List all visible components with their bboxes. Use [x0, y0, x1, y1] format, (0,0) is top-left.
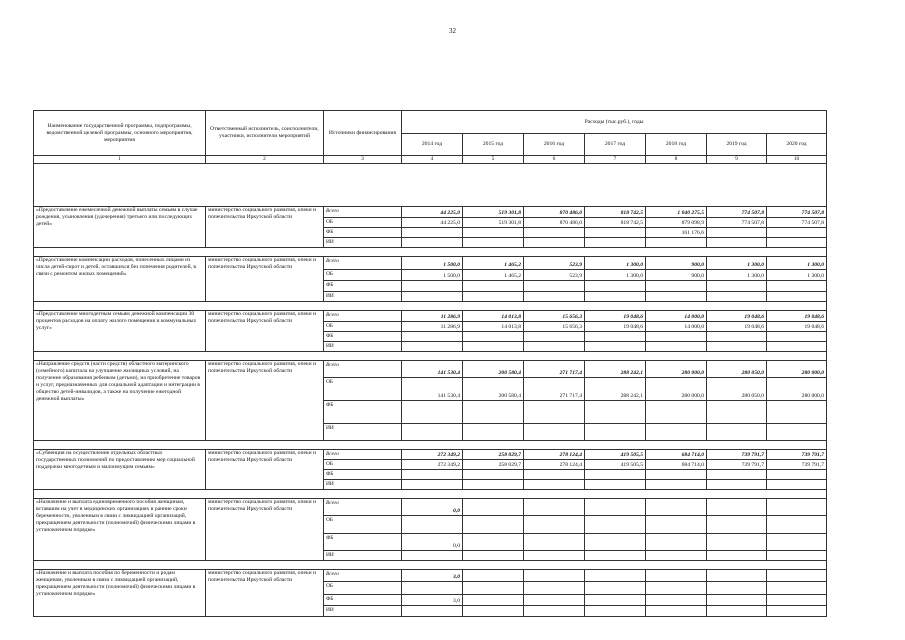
column-number: 9: [707, 156, 767, 164]
value-cell: [463, 499, 524, 516]
value-cell: [524, 281, 585, 292]
value-cell: [402, 470, 463, 480]
source-label-cell: ФБ: [324, 228, 402, 238]
source-label-cell: ФБ: [324, 534, 402, 551]
value-cell: [707, 534, 767, 551]
source-label-cell: ОБ: [324, 582, 402, 595]
value-cell: [402, 480, 463, 490]
value-cell: [707, 281, 767, 292]
value-cell: [767, 480, 827, 490]
value-cell: [463, 342, 524, 352]
value-cell: 280 050,0: [707, 378, 767, 401]
value-cell: [707, 292, 767, 302]
header-executor: Ответственный исполнитель, соисполнители, участники, исполнители мероприятий: [206, 111, 324, 156]
value-cell: 684 714,0: [646, 460, 707, 470]
spacer-cell: [34, 352, 827, 361]
source-label-cell: ФБ: [324, 281, 402, 292]
value-cell: 19 048,6: [767, 322, 827, 332]
program-name-cell: «Назначение и выплата пособия по беременности и родам женщинам, уволенным в связи с ликвидацией организаций, прекращением деятельности (полномочий) физическими лицами в установленном порядке»: [34, 570, 206, 617]
table-row: [34, 311, 827, 322]
value-cell: [585, 228, 646, 238]
source-label-cell: ИИ: [324, 606, 402, 617]
value-cell: 419 505,5: [585, 450, 646, 460]
table-row: [34, 257, 827, 270]
value-cell: 288 242,1: [585, 378, 646, 401]
table-row: [34, 361, 827, 378]
source-label-cell: ФБ: [324, 401, 402, 424]
column-number: 5: [463, 156, 524, 164]
header-year: 2020 год: [767, 134, 827, 156]
value-cell: [463, 292, 524, 302]
value-cell: 280 000,0: [646, 361, 707, 378]
value-cell: 523,9: [524, 270, 585, 281]
value-cell: [767, 499, 827, 516]
value-cell: 774 507,8: [707, 207, 767, 218]
value-cell: 141 530,4: [402, 378, 463, 401]
value-cell: 739 791,7: [767, 450, 827, 460]
spacer-row: [34, 352, 827, 361]
value-cell: [463, 582, 524, 595]
source-label-cell: Всего: [324, 450, 402, 460]
source-label-cell: ОБ: [324, 460, 402, 470]
column-number: 6: [524, 156, 585, 164]
value-cell: [524, 292, 585, 302]
value-cell: 19 048,6: [707, 322, 767, 332]
value-cell: [767, 551, 827, 561]
executor-cell: министерство социального развития, опеки и попечительства Иркутской области: [206, 311, 324, 352]
column-number: 4: [402, 156, 463, 164]
spacer-cell: [34, 164, 827, 207]
value-cell: [707, 342, 767, 352]
value-cell: [707, 401, 767, 424]
value-cell: 0,0: [402, 499, 463, 516]
executor-cell: министерство социального развития, опеки и попечительства Иркутской области: [206, 570, 324, 617]
value-cell: 900,0: [646, 257, 707, 270]
value-cell: [707, 424, 767, 441]
header-year: 2014 год: [402, 134, 463, 156]
value-cell: 258 029,7: [463, 450, 524, 460]
value-cell: 200 580,4: [463, 361, 524, 378]
value-cell: [585, 606, 646, 617]
spacer-cell: [34, 561, 827, 570]
value-cell: [463, 424, 524, 441]
source-label-cell: Всего: [324, 499, 402, 516]
value-cell: [767, 516, 827, 534]
value-cell: [524, 424, 585, 441]
value-cell: [402, 401, 463, 424]
value-cell: [707, 570, 767, 582]
value-cell: [463, 238, 524, 248]
value-cell: [524, 401, 585, 424]
value-cell: 280 000,0: [767, 378, 827, 401]
page-number: 32: [449, 27, 456, 35]
value-cell: [463, 332, 524, 342]
source-label-cell: ОБ: [324, 270, 402, 281]
value-cell: 870 486,0: [524, 218, 585, 228]
source-label-cell: ФБ: [324, 332, 402, 342]
value-cell: [646, 480, 707, 490]
value-cell: 19 048,6: [767, 311, 827, 322]
value-cell: 818 742,5: [585, 218, 646, 228]
value-cell: [767, 595, 827, 606]
value-cell: [767, 606, 827, 617]
spacer-cell: [34, 248, 827, 257]
value-cell: [463, 595, 524, 606]
value-cell: 1 300,0: [767, 270, 827, 281]
value-cell: [402, 292, 463, 302]
source-label-cell: ОБ: [324, 378, 402, 401]
executor-cell: министерство социального развития, опеки и попечительства Иркутской области: [206, 450, 324, 490]
spacer-row: [34, 302, 827, 311]
value-cell: 774 507,8: [767, 207, 827, 218]
executor-cell: министерство социального развития, опеки и попечительства Иркутской области: [206, 207, 324, 248]
source-label-cell: ИИ: [324, 480, 402, 490]
value-cell: 15 656,3: [524, 322, 585, 332]
value-cell: 1 300,0: [707, 270, 767, 281]
value-cell: [585, 480, 646, 490]
value-cell: 141 530,4: [402, 361, 463, 378]
value-cell: 19 048,6: [585, 322, 646, 332]
spacer-row: [34, 490, 827, 499]
value-cell: [585, 582, 646, 595]
source-label-cell: ФБ: [324, 470, 402, 480]
value-cell: [524, 332, 585, 342]
header-year: 2018 год: [646, 134, 707, 156]
value-cell: [707, 606, 767, 617]
value-cell: 419 505,5: [585, 460, 646, 470]
value-cell: [524, 595, 585, 606]
value-cell: 200 580,4: [463, 378, 524, 401]
value-cell: 11 286,9: [402, 311, 463, 322]
header-year: 2017 год: [585, 134, 646, 156]
value-cell: 271 717,4: [524, 378, 585, 401]
source-label-cell: ИИ: [324, 424, 402, 441]
value-cell: [402, 281, 463, 292]
value-cell: [646, 281, 707, 292]
value-cell: [524, 570, 585, 582]
value-cell: 523,9: [524, 257, 585, 270]
value-cell: [767, 292, 827, 302]
value-cell: 272 349,2: [402, 450, 463, 460]
header-program: Наименование государственной программы, подпрограммы, ведомственной целевой программы, основного мероприятия, мероприятия: [34, 111, 206, 156]
value-cell: [707, 480, 767, 490]
value-cell: 1 300,0: [585, 257, 646, 270]
value-cell: 278 124,4: [524, 460, 585, 470]
program-name-cell: «Субвенция на осуществление отдельных областных государственных полномочий по предоставлению мер социальной поддержки многодетным и малоимущим семьям»: [34, 450, 206, 490]
value-cell: [585, 551, 646, 561]
value-cell: 818 742,5: [585, 207, 646, 218]
value-cell: [646, 332, 707, 342]
executor-cell: министерство социального развития, опеки и попечительства Иркутской области: [206, 361, 324, 441]
value-cell: [646, 499, 707, 516]
column-number: 10: [767, 156, 827, 164]
executor-cell: министерство социального развития, опеки и попечительства Иркутской области: [206, 257, 324, 302]
value-cell: [767, 342, 827, 352]
column-number: 3: [324, 156, 402, 164]
value-cell: 1 300,0: [585, 270, 646, 281]
value-cell: 272 349,2: [402, 460, 463, 470]
value-cell: [767, 470, 827, 480]
value-cell: 774 507,8: [767, 218, 827, 228]
value-cell: 258 029,7: [463, 460, 524, 470]
value-cell: [402, 606, 463, 617]
spacer-row: [34, 248, 827, 257]
value-cell: [463, 401, 524, 424]
value-cell: [646, 606, 707, 617]
spacer-cell: [34, 302, 827, 311]
value-cell: [524, 342, 585, 352]
value-cell: 280 050,0: [707, 361, 767, 378]
value-cell: 1 300,0: [767, 257, 827, 270]
column-number: 8: [646, 156, 707, 164]
value-cell: 519 301,8: [463, 207, 524, 218]
value-cell: [585, 401, 646, 424]
value-cell: [524, 470, 585, 480]
value-cell: 1 040 275,5: [646, 207, 707, 218]
value-cell: [524, 534, 585, 551]
value-cell: [524, 499, 585, 516]
value-cell: 0,0: [402, 534, 463, 551]
program-name-cell: «Направление средств (части средств) областного материнского (семейного) капитала на улучшение жилищных условий, на получение образования ребенком (детьми), на приобретение товаров и услуг, предназначенных для социальной адаптации и интеграции в общество детей-инвалидов, а также на получение ежегодной денежной выплаты»: [34, 361, 206, 441]
value-cell: [585, 332, 646, 342]
source-label-cell: ИИ: [324, 342, 402, 352]
value-cell: [646, 292, 707, 302]
value-cell: [646, 401, 707, 424]
source-label-cell: ОБ: [324, 322, 402, 332]
value-cell: [707, 228, 767, 238]
budget-table: [33, 110, 827, 617]
value-cell: [646, 424, 707, 441]
source-label-cell: ОБ: [324, 218, 402, 228]
source-label-cell: Всего: [324, 570, 402, 582]
value-cell: [646, 342, 707, 352]
value-cell: 1 465,2: [463, 257, 524, 270]
source-label-cell: ФБ: [324, 595, 402, 606]
value-cell: [767, 332, 827, 342]
value-cell: 44 225,0: [402, 218, 463, 228]
value-cell: [707, 499, 767, 516]
value-cell: [707, 595, 767, 606]
value-cell: 19 048,6: [585, 311, 646, 322]
value-cell: [585, 424, 646, 441]
value-cell: [585, 281, 646, 292]
value-cell: 1 465,2: [463, 270, 524, 281]
value-cell: [524, 238, 585, 248]
spacer-row: [34, 164, 827, 207]
program-name-cell: «Предоставление многодетным семьям денежной компенсации 30 процентов расходов на оплату жилого помещения и коммунальных услуг»: [34, 311, 206, 352]
table-row: [34, 450, 827, 460]
program-name-cell: «Предоставление ежемесячной денежной выплаты семьям в случае рождения, усыновления (удочерения) третьего или последующих детей»: [34, 207, 206, 248]
value-cell: [402, 582, 463, 595]
header-row: [34, 111, 827, 134]
program-name-cell: «Предоставление компенсации расходов, понесенных лицами из числа детей-сирот и детей, оставшихся без попечения родителей, в связи с ремонтом жилых помещений»: [34, 257, 206, 302]
value-cell: 44 225,0: [402, 207, 463, 218]
table-row: [34, 570, 827, 582]
spacer-row: [34, 441, 827, 450]
value-cell: [646, 582, 707, 595]
source-label-cell: ИИ: [324, 292, 402, 302]
value-cell: [524, 582, 585, 595]
value-cell: [402, 516, 463, 534]
value-cell: [402, 332, 463, 342]
header-year: 2015 год: [463, 134, 524, 156]
value-cell: [524, 228, 585, 238]
value-cell: [585, 342, 646, 352]
value-cell: [463, 606, 524, 617]
spacer-cell: [34, 490, 827, 499]
value-cell: [707, 582, 767, 595]
table-row: [34, 207, 827, 218]
value-cell: 11 286,9: [402, 322, 463, 332]
value-cell: [707, 551, 767, 561]
value-cell: [767, 401, 827, 424]
value-cell: [646, 238, 707, 248]
header-expenses: Расходы (тыс.руб.), годы: [402, 111, 827, 134]
value-cell: [646, 595, 707, 606]
value-cell: 288 242,1: [585, 361, 646, 378]
value-cell: 739 791,7: [767, 460, 827, 470]
value-cell: [463, 551, 524, 561]
value-cell: 14 000,0: [646, 322, 707, 332]
header-year: 2016 год: [524, 134, 585, 156]
value-cell: 3,0: [402, 595, 463, 606]
value-cell: 271 717,4: [524, 361, 585, 378]
value-cell: [402, 228, 463, 238]
value-cell: [646, 516, 707, 534]
column-number: 1: [34, 156, 206, 164]
value-cell: [585, 595, 646, 606]
value-cell: [463, 470, 524, 480]
value-cell: [585, 516, 646, 534]
spacer-row: [34, 561, 827, 570]
value-cell: [585, 499, 646, 516]
value-cell: 774 507,8: [707, 218, 767, 228]
source-label-cell: Всего: [324, 361, 402, 378]
value-cell: [646, 470, 707, 480]
value-cell: [463, 534, 524, 551]
value-cell: [767, 570, 827, 582]
value-cell: [585, 238, 646, 248]
value-cell: 15 656,3: [524, 311, 585, 322]
value-cell: [767, 424, 827, 441]
value-cell: [767, 582, 827, 595]
value-cell: 3,0: [402, 570, 463, 582]
value-cell: [463, 281, 524, 292]
value-cell: [767, 534, 827, 551]
column-numbers-row: [34, 156, 827, 164]
value-cell: [402, 424, 463, 441]
value-cell: 14 013,8: [463, 311, 524, 322]
value-cell: [646, 551, 707, 561]
value-cell: 870 486,0: [524, 207, 585, 218]
value-cell: [402, 551, 463, 561]
spacer-cell: [34, 441, 827, 450]
value-cell: [524, 551, 585, 561]
value-cell: [402, 342, 463, 352]
value-cell: 19 048,6: [707, 311, 767, 322]
program-name-cell: «Назначение и выплата единовременного пособия женщинам, вставшим на учет в медицинских организациях в ранние сроки беременности, уволенным в связи с ликвидацией организаций, прекращением деятельности (полномочий) физическими лицами в установленном порядке»: [34, 499, 206, 561]
value-cell: 14 000,0: [646, 311, 707, 322]
value-cell: 1 500,0: [402, 257, 463, 270]
value-cell: [646, 534, 707, 551]
value-cell: [707, 470, 767, 480]
value-cell: [463, 228, 524, 238]
table-body: [34, 111, 827, 617]
value-cell: 900,0: [646, 270, 707, 281]
value-cell: [707, 238, 767, 248]
source-label-cell: ОБ: [324, 516, 402, 534]
value-cell: [767, 281, 827, 292]
column-number: 2: [206, 156, 324, 164]
source-label-cell: Всего: [324, 257, 402, 270]
header-sources: Источники финансирования: [324, 111, 402, 156]
header-year: 2019 год: [707, 134, 767, 156]
value-cell: 280 000,0: [646, 378, 707, 401]
value-cell: [707, 332, 767, 342]
value-cell: [463, 480, 524, 490]
value-cell: [585, 470, 646, 480]
value-cell: [585, 292, 646, 302]
value-cell: 684 714,0: [646, 450, 707, 460]
source-label-cell: Всего: [324, 207, 402, 218]
source-label-cell: ИИ: [324, 238, 402, 248]
value-cell: [402, 238, 463, 248]
value-cell: [524, 516, 585, 534]
value-cell: 1 500,0: [402, 270, 463, 281]
value-cell: 278 124,4: [524, 450, 585, 460]
value-cell: [707, 516, 767, 534]
value-cell: 14 013,8: [463, 322, 524, 332]
executor-cell: министерство социального развития, опеки и попечительства Иркутской области: [206, 499, 324, 561]
value-cell: [585, 570, 646, 582]
column-number: 7: [585, 156, 646, 164]
value-cell: 519 301,8: [463, 218, 524, 228]
table-row: [34, 499, 827, 516]
value-cell: [463, 516, 524, 534]
source-label-cell: ИИ: [324, 551, 402, 561]
value-cell: [585, 534, 646, 551]
value-cell: [524, 606, 585, 617]
value-cell: [524, 480, 585, 490]
value-cell: 739 791,7: [707, 450, 767, 460]
value-cell: 280 000,0: [767, 361, 827, 378]
source-label-cell: Всего: [324, 311, 402, 322]
value-cell: [463, 570, 524, 582]
value-cell: 1 300,0: [707, 257, 767, 270]
value-cell: [646, 570, 707, 582]
value-cell: [767, 228, 827, 238]
value-cell: 739 791,7: [707, 460, 767, 470]
value-cell: [767, 238, 827, 248]
value-cell: 161 176,6: [646, 228, 707, 238]
value-cell: 879 098,9: [646, 218, 707, 228]
